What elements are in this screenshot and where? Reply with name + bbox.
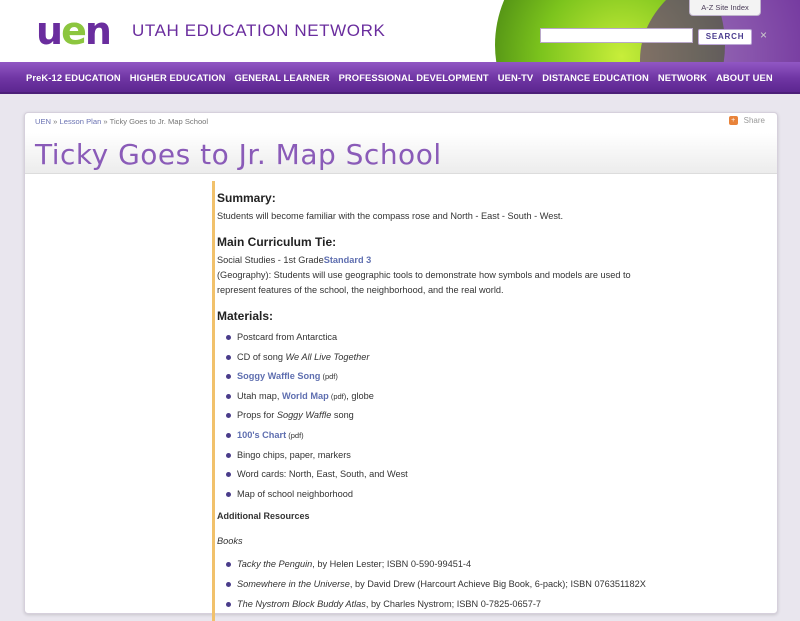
site-header (0, 0, 800, 62)
additional-resources-heading: Additional Resources (217, 511, 310, 522)
soggy-waffle-song-link[interactable]: Soggy Waffle Song (237, 371, 321, 382)
breadcrumb-separator: » (51, 117, 60, 126)
world-map-link[interactable]: World Map (281, 390, 329, 401)
nav-item-about-uen[interactable]: ABOUT UEN (716, 71, 773, 83)
breadcrumb-separator: » (101, 117, 110, 126)
content-panel (24, 112, 778, 614)
az-site-index-link[interactable]: A-Z Site Index (689, 0, 761, 16)
nav-item-higher-education[interactable]: HIGHER EDUCATION (129, 71, 226, 83)
list-item: Utah map, World Map (pdf), globe (217, 390, 677, 410)
curriculum-standard-text-2: represent features of the school, the neighborhood, and the real world. (217, 285, 504, 295)
list-item: Map of school neighborhood (217, 488, 677, 508)
share-icon: + (729, 116, 738, 125)
page-title: Ticky Goes to Jr. Map School (35, 138, 442, 171)
list-item: CD of song We All Live Together (217, 351, 677, 371)
title-band (25, 133, 777, 174)
list-item: Tacky the Penguin, by Helen Lester; ISBN 0-590-99451-4 (217, 558, 677, 578)
content-accent-bar (212, 181, 215, 621)
share-button[interactable] (729, 116, 765, 125)
breadcrumb-home-link[interactable]: UEN (35, 117, 52, 126)
nav-item-general-learner[interactable]: GENERAL LEARNER (234, 71, 330, 83)
breadcrumb-current: Ticky Goes to Jr. Map School (109, 117, 209, 126)
main-nav (0, 62, 800, 94)
books-heading: Books (217, 536, 243, 547)
breadcrumb (35, 117, 208, 126)
breadcrumb-lesson-plan-link[interactable]: Lesson Plan (59, 117, 102, 126)
list-item: Soggy Waffle Song (pdf) (217, 370, 677, 390)
nav-item-network[interactable]: NETWORK (657, 71, 708, 83)
nav-item-distance-education[interactable]: DISTANCE EDUCATION (542, 71, 649, 83)
list-item: Somewhere in the Universe, by David Drew (Harcourt Achieve Big Book, 6-pack); ISBN 076351182X (217, 578, 677, 598)
list-item: Word cards: North, East, South, and West (217, 468, 677, 488)
close-icon[interactable]: × (760, 28, 768, 42)
curriculum-heading: Main Curriculum Tie: (217, 235, 337, 249)
nav-item-prek12[interactable]: PreK-12 EDUCATION (26, 71, 121, 83)
books-list (217, 558, 677, 618)
standard-3-link[interactable]: Standard 3 (323, 255, 372, 265)
list-item: 100's Chart (pdf) (217, 429, 677, 449)
curriculum-subject: Social Studies - 1st Grade (217, 255, 324, 265)
list-item: Props for Soggy Waffle song (217, 409, 677, 429)
nav-item-uen-tv[interactable]: UEN-TV (497, 71, 534, 83)
nav-item-professional-development[interactable]: PROFESSIONAL DEVELOPMENT (338, 71, 489, 83)
summary-heading: Summary: (217, 191, 276, 205)
site-title[interactable]: UTAH EDUCATION NETWORK (132, 21, 386, 40)
curriculum-section (217, 235, 677, 298)
lesson-content (217, 191, 677, 618)
search-button[interactable]: SEARCH (698, 29, 752, 45)
list-item: Postcard from Antarctica (217, 331, 677, 351)
list-item: The Nystrom Block Buddy Atlas, by Charles Nystrom; ISBN 0-7825-0657-7 (217, 598, 677, 618)
uen-logo[interactable]: uen (36, 9, 110, 53)
materials-section (217, 309, 677, 507)
summary-text: Students will become familiar with the compass rose and North - East - South - West. (217, 211, 564, 221)
share-label: Share (743, 116, 765, 125)
curriculum-standard-text-1: (Geography): Students will use geographic tools to demonstrate how symbols and models are used to (217, 270, 631, 280)
summary-section (217, 191, 677, 224)
materials-heading: Materials: (217, 309, 274, 323)
search-input[interactable] (540, 28, 693, 43)
list-item: Bingo chips, paper, markers (217, 449, 677, 469)
hundreds-chart-link[interactable]: 100's Chart (237, 429, 287, 440)
